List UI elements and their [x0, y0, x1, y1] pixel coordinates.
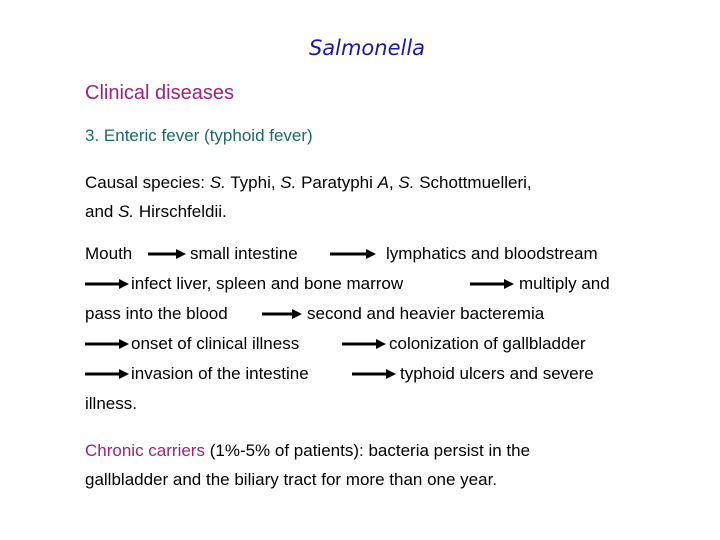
carriers-line-2: gallbladder and the biliary tract for more than one year. — [85, 470, 498, 489]
arrow-icon — [85, 277, 129, 291]
pathway-step-small-intestine: small intestine — [190, 244, 298, 263]
pathway-step-clinical-onset: onset of clinical illness — [131, 334, 300, 353]
arrow-icon — [352, 367, 396, 381]
pathway-step-blood: pass into the blood — [85, 304, 228, 323]
causal-line-1: Causal species: S. Typhi, S. Paratyphi A, S. Schottmuelleri, — [85, 173, 532, 192]
pathway-step-infect-organs: infect liver, spleen and bone marrow — [131, 274, 404, 293]
pathway-step-invasion: invasion of the intestine — [131, 364, 309, 383]
carriers-line-1: Chronic carriers (1%-5% of patients): bacteria persist in the — [85, 441, 531, 460]
arrow-icon — [148, 247, 186, 261]
chronic-carriers-paragraph — [85, 436, 685, 494]
pathway-step-mouth: Mouth — [85, 244, 133, 263]
section-heading: 3. Enteric fever (typhoid fever) — [85, 126, 313, 145]
arrow-icon — [85, 337, 129, 351]
pathway-step-multiply: multiply and — [519, 274, 610, 293]
pathway-step-bacteremia: second and heavier bacteremia — [307, 304, 545, 323]
pathway-step-lymphatics: lymphatics and bloodstream — [386, 244, 598, 263]
pathway-step-ulcers: typhoid ulcers and severe — [400, 364, 594, 383]
arrow-icon — [85, 367, 129, 381]
arrow-icon — [262, 307, 302, 321]
arrow-icon — [330, 247, 376, 261]
arrow-icon — [342, 337, 386, 351]
pathway-step-gallbladder: colonization of gallbladder — [389, 334, 586, 353]
arrow-icon — [470, 277, 514, 291]
causal-line-2: and S. Hirschfeldii. — [85, 202, 227, 221]
pathway-step-illness: illness. — [85, 394, 137, 413]
carriers-label: Chronic carriers — [85, 441, 205, 460]
subheading: Clinical diseases — [85, 82, 234, 104]
causal-species-paragraph — [85, 168, 532, 226]
page-title: Salmonella — [308, 36, 426, 60]
